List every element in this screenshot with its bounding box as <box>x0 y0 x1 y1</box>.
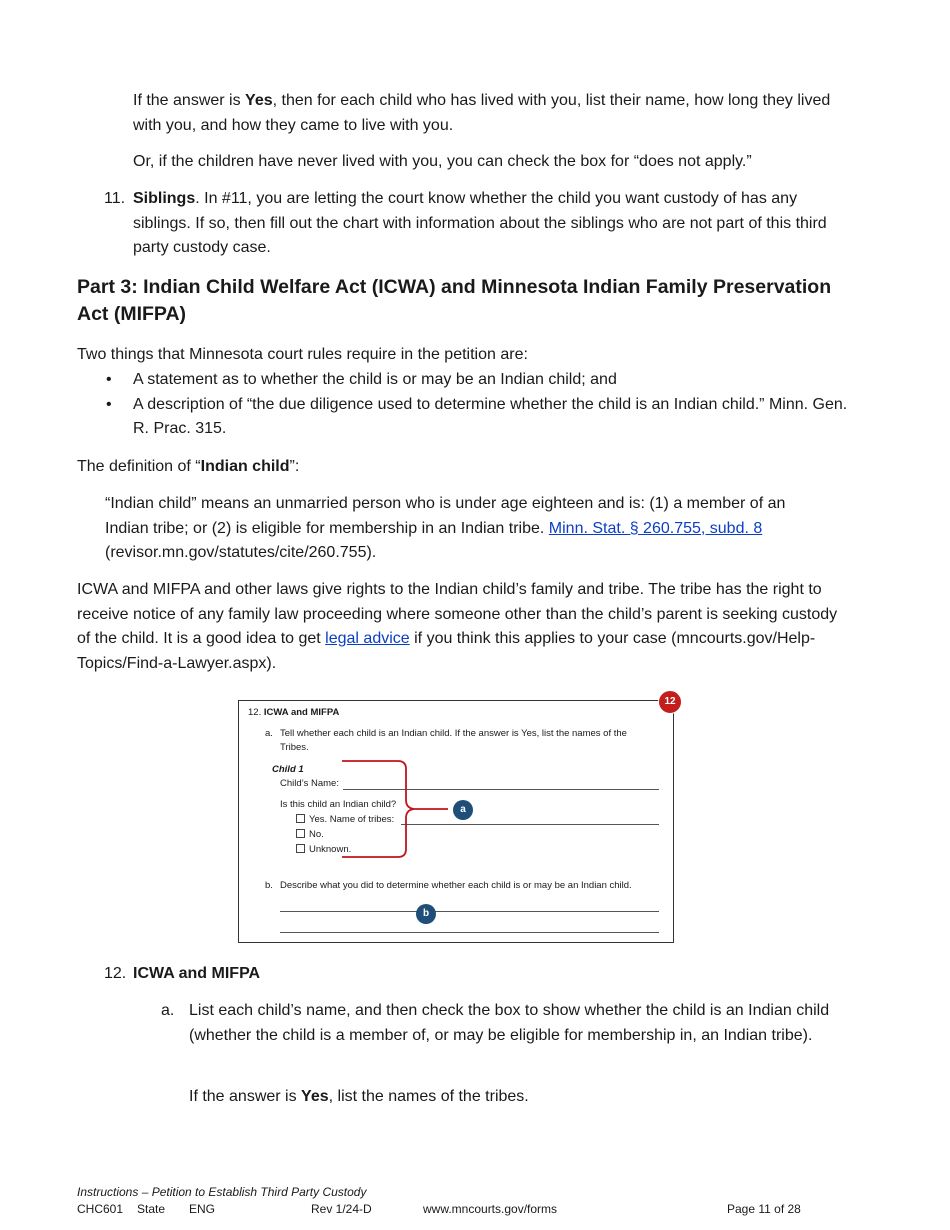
item-11-number: 11. <box>104 190 126 207</box>
footer-title: Instructions – Petition to Establish Third Party Custody <box>77 1185 367 1199</box>
item-12-number: 12. <box>104 965 127 982</box>
snippet-option-no <box>296 828 324 841</box>
footer-state: State <box>137 1202 166 1216</box>
footer-revision: Rev 1/24-D <box>311 1202 372 1216</box>
list-item <box>77 368 857 393</box>
definition-text-end: ”: <box>289 458 300 475</box>
item-11-text: . In #11, you are letting the court know whether the child you want custody of has any siblings. If so, then fill out the chart with information about the siblings who are not part of this third party custody case. <box>133 190 827 256</box>
quote-text: “Indian child” means an unmarried person who is under age eighteen and is: (1) a member of an Indian tribe; or (2) is eligible for membership in an Indian tribe. <box>105 495 786 537</box>
snippet-title-number: 12. <box>248 707 262 718</box>
snippet-child-label: Child 1 <box>272 764 304 775</box>
item-12a-p2-end: , list the names of the tribes. <box>328 1088 529 1105</box>
snippet-a-text-2: Tribes. <box>280 742 309 753</box>
option-label: Yes. Name of tribes: <box>309 814 395 825</box>
item-12a-p2-text: If the answer is <box>189 1088 302 1105</box>
checkbox-icon <box>296 844 305 853</box>
intro-text-cont: , then for each child who has lived with you, list their name, how long they lived with you, and how they came to live with you. <box>133 92 831 134</box>
snippet-b-label: b. <box>265 880 273 891</box>
intro-paragraph-2: Or, if the children have never lived with you, you can check the box for “does not apply.” <box>133 153 752 170</box>
item-12-title <box>133 962 260 987</box>
item-11-paragraph <box>133 187 853 261</box>
definition-text: The definition of “ <box>77 458 201 475</box>
requirements-list <box>77 368 857 442</box>
snippet-a-label: a. <box>265 728 273 739</box>
option-label: No. <box>309 829 324 840</box>
rights-text: ICWA and MIFPA and other laws give rights to the Indian child’s family and tribe. The tribe has the right to receive notice of any family law proceeding where someone other than the child’s parent is seeking custody of the child. It is a good idea to get <box>77 581 838 647</box>
option-label: Unknown. <box>309 844 352 855</box>
item-12-title-text: ICWA and MIFPA <box>133 965 261 982</box>
checkbox-icon <box>296 814 305 823</box>
snippet-title-text: ICWA and MIFPA <box>263 707 340 718</box>
part-3-heading: Part 3: Indian Child Welfare Act (ICWA) and Minnesota Indian Family Preservation Act (MIFPA) <box>77 276 832 325</box>
footer-url: www.mncourts.gov/forms <box>423 1202 558 1216</box>
snippet-question: Is this child an Indian child? <box>280 799 397 810</box>
item-12a-label: a. <box>161 1002 175 1019</box>
diligence-line-2 <box>280 932 659 933</box>
statute-link[interactable]: Minn. Stat. § 260.755, subd. 8 <box>548 519 763 537</box>
definition-quote <box>105 492 805 566</box>
list-item <box>77 393 857 442</box>
bullet-icon: • <box>106 395 112 413</box>
list-item-text: A statement as to whether the child is or may be an Indian child; and <box>133 371 617 388</box>
footer-language: ENG <box>189 1202 216 1216</box>
definition-term: Indian child <box>200 458 290 475</box>
intro-text: If the answer is <box>133 92 246 109</box>
intro-paragraph-1 <box>133 89 853 138</box>
rights-text-end: if you think this applies to your case (mncourts.gov/Help-Topics/Find-a-Lawyer.aspx). <box>77 630 816 672</box>
item-12a-paragraph-2 <box>189 1085 849 1110</box>
part-3-lead: Two things that Minnesota court rules require in the petition are: <box>77 346 528 363</box>
snippet-child-name-label: Child’s Name: <box>280 778 339 789</box>
item-11-title: Siblings <box>133 190 196 207</box>
checkbox-icon <box>296 829 305 838</box>
footer-code: CHC601 <box>77 1202 124 1216</box>
bullet-icon: • <box>106 371 112 388</box>
callout-12-badge: 12 <box>658 690 682 714</box>
footer-page-number: Page 11 of 28 <box>727 1202 801 1216</box>
quote-text-end: (revisor.mn.gov/statutes/cite/260.755). <box>105 544 377 561</box>
legal-advice-link[interactable]: legal advice <box>325 630 410 647</box>
rights-paragraph <box>77 578 852 676</box>
snippet-title <box>248 706 339 719</box>
item-12a-text: List each child’s name, and then check the box to show whether the child is an Indian child (whether the child is a member of, or may be eligible for membership in, an Indian tribe). <box>189 1002 830 1044</box>
bracket-icon <box>340 760 460 864</box>
snippet-b-text: Describe what you did to determine whether each child is or may be an Indian child. <box>280 880 632 891</box>
intro-yes-bold: Yes <box>245 92 273 109</box>
definition-intro <box>77 455 867 480</box>
diligence-line-1 <box>280 911 659 912</box>
callout-b-badge: b <box>416 904 436 924</box>
item-12a-yes-bold: Yes <box>301 1088 329 1105</box>
callout-a-badge: a <box>453 800 473 820</box>
list-item-text: A description of “the due diligence used to determine whether the child is an Indian child.” Minn. Gen. R. Prac. 315. <box>133 395 848 437</box>
snippet-a-text-1: Tell whether each child is an Indian child. If the answer is Yes, list the names of the <box>280 728 627 739</box>
